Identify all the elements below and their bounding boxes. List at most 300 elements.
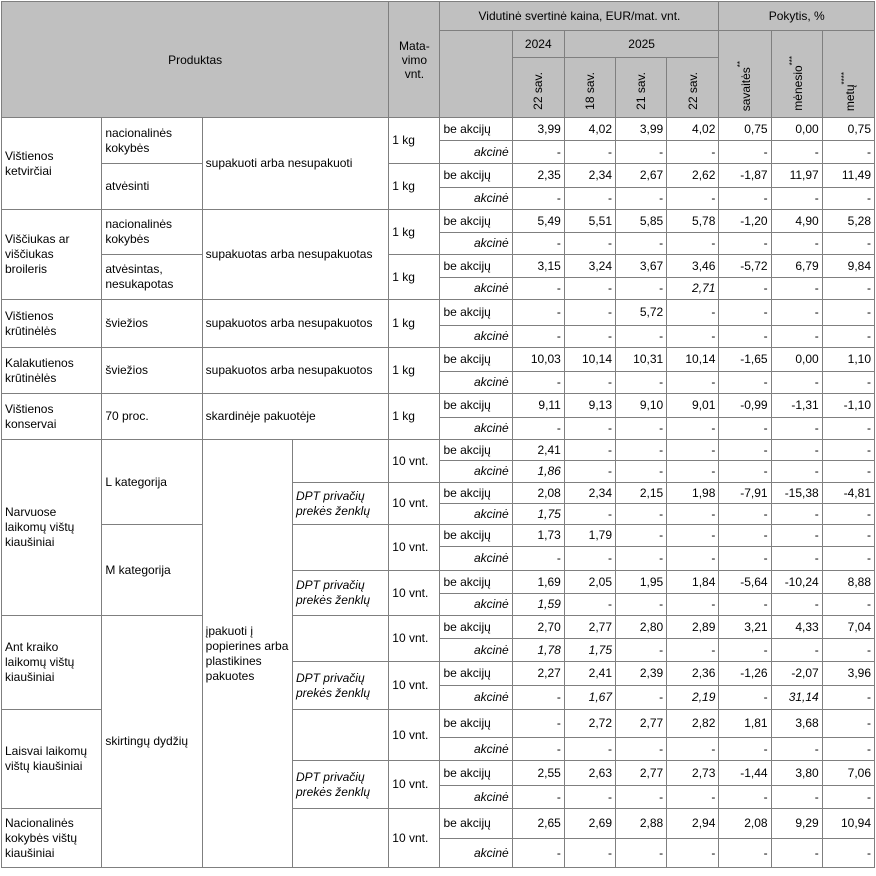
value-cell: 3,67 bbox=[616, 255, 667, 278]
product-packaging: įpakuoti į popierines arba plastikines pakuotes bbox=[202, 440, 292, 868]
product-subtype: šviežios bbox=[102, 348, 202, 394]
product-subtype: atvėsinti bbox=[102, 164, 202, 210]
value-cell: - bbox=[822, 326, 874, 348]
value-cell: - bbox=[719, 504, 771, 525]
value-cell: - bbox=[771, 504, 822, 525]
value-cell: - bbox=[512, 839, 564, 868]
unit: 10 vnt. bbox=[389, 662, 440, 710]
product-name: Vištienos ketvirčiai bbox=[2, 118, 102, 210]
private-label-blank bbox=[292, 616, 388, 662]
value-cell: 1,67 bbox=[564, 686, 615, 710]
value-cell: - bbox=[719, 418, 771, 440]
value-cell: - bbox=[616, 839, 667, 868]
value-cell: - bbox=[667, 547, 719, 571]
value-cell: -5,64 bbox=[719, 571, 771, 594]
value-cell: 6,79 bbox=[771, 255, 822, 278]
value-cell: 3,46 bbox=[667, 255, 719, 278]
value-cell: - bbox=[719, 278, 771, 300]
value-cell: - bbox=[667, 504, 719, 525]
value-cell: 9,84 bbox=[822, 255, 874, 278]
price-type: akcinė bbox=[440, 233, 512, 255]
price-type: akcinė bbox=[440, 547, 512, 571]
value-cell: - bbox=[719, 686, 771, 710]
value-cell: 2,80 bbox=[616, 616, 667, 639]
private-label-blank bbox=[292, 710, 388, 761]
value-cell: 11,97 bbox=[771, 164, 822, 188]
value-cell: - bbox=[616, 233, 667, 255]
value-cell: - bbox=[564, 141, 615, 164]
value-cell: 3,99 bbox=[512, 118, 564, 141]
value-cell: - bbox=[822, 504, 874, 525]
value-cell: 3,96 bbox=[822, 662, 874, 686]
value-cell: - bbox=[667, 440, 719, 461]
value-cell: 10,14 bbox=[667, 348, 719, 372]
value-cell: - bbox=[822, 738, 874, 761]
product-packaging: supakuotas arba nesupakuotas bbox=[202, 210, 389, 300]
value-cell: 3,99 bbox=[616, 118, 667, 141]
price-type: be akcijų bbox=[440, 300, 512, 326]
header-vidutine: Vidutinė svertinė kaina, EUR/mat. vnt. bbox=[440, 2, 719, 31]
price-type: akcinė bbox=[440, 594, 512, 616]
value-cell: 1,73 bbox=[512, 525, 564, 547]
value-cell: -1,10 bbox=[822, 394, 874, 418]
value-cell: - bbox=[616, 418, 667, 440]
value-cell: 2,08 bbox=[719, 809, 771, 839]
value-cell: - bbox=[822, 525, 874, 547]
private-label: DPT privačių prekės ženklų bbox=[292, 662, 388, 710]
value-cell: - bbox=[512, 141, 564, 164]
value-cell: - bbox=[719, 300, 771, 326]
value-cell: - bbox=[771, 839, 822, 868]
value-cell: 2,15 bbox=[616, 483, 667, 504]
value-cell: -10,24 bbox=[771, 571, 822, 594]
unit: 10 vnt. bbox=[389, 440, 440, 483]
value-cell: - bbox=[512, 300, 564, 326]
value-cell: - bbox=[564, 786, 615, 809]
value-cell: -0,99 bbox=[719, 394, 771, 418]
product-subtype: L kategorija bbox=[102, 440, 202, 525]
value-cell: - bbox=[616, 461, 667, 483]
value-cell: -1,87 bbox=[719, 164, 771, 188]
unit: 10 vnt. bbox=[389, 483, 440, 525]
price-type: akcinė bbox=[440, 372, 512, 394]
price-type: akcinė bbox=[440, 738, 512, 761]
value-cell: 1,95 bbox=[616, 571, 667, 594]
value-cell: - bbox=[667, 839, 719, 868]
value-cell: 5,49 bbox=[512, 210, 564, 233]
header-week-2024-22: 22 sav. bbox=[512, 57, 564, 117]
value-cell: 10,03 bbox=[512, 348, 564, 372]
value-cell: 1,59 bbox=[512, 594, 564, 616]
value-cell: - bbox=[564, 372, 615, 394]
price-type: akcinė bbox=[440, 839, 512, 868]
value-cell: - bbox=[616, 594, 667, 616]
value-cell: - bbox=[512, 372, 564, 394]
value-cell: - bbox=[719, 188, 771, 210]
value-cell: - bbox=[667, 594, 719, 616]
value-cell: - bbox=[667, 188, 719, 210]
header-change-week: savaitės** bbox=[719, 31, 771, 118]
value-cell: - bbox=[822, 300, 874, 326]
value-cell: - bbox=[822, 141, 874, 164]
value-cell: 10,94 bbox=[822, 809, 874, 839]
value-cell: 11,49 bbox=[822, 164, 874, 188]
value-cell: 1,84 bbox=[667, 571, 719, 594]
value-cell: 2,73 bbox=[667, 761, 719, 786]
value-cell: - bbox=[822, 547, 874, 571]
value-cell: - bbox=[667, 372, 719, 394]
value-cell: 2,05 bbox=[564, 571, 615, 594]
value-cell: - bbox=[512, 738, 564, 761]
value-cell: 2,19 bbox=[667, 686, 719, 710]
value-cell: - bbox=[719, 525, 771, 547]
product-subtype: skirtingų dydžių bbox=[102, 616, 202, 868]
value-cell: - bbox=[667, 639, 719, 662]
value-cell: - bbox=[564, 738, 615, 761]
value-cell: - bbox=[564, 839, 615, 868]
value-cell: -1,65 bbox=[719, 348, 771, 372]
price-type: be akcijų bbox=[440, 210, 512, 233]
value-cell: 2,62 bbox=[667, 164, 719, 188]
value-cell: 5,72 bbox=[616, 300, 667, 326]
value-cell: 1,75 bbox=[564, 639, 615, 662]
value-cell: 4,33 bbox=[771, 616, 822, 639]
price-type: be akcijų bbox=[440, 710, 512, 738]
value-cell: - bbox=[667, 418, 719, 440]
price-table bbox=[1, 1, 875, 868]
value-cell: - bbox=[771, 418, 822, 440]
value-cell: -1,44 bbox=[719, 761, 771, 786]
price-type: be akcijų bbox=[440, 118, 512, 141]
value-cell: 2,27 bbox=[512, 662, 564, 686]
value-cell: - bbox=[822, 440, 874, 461]
value-cell: - bbox=[564, 547, 615, 571]
value-cell: - bbox=[667, 786, 719, 809]
value-cell: 2,70 bbox=[512, 616, 564, 639]
value-cell: - bbox=[771, 326, 822, 348]
value-cell: - bbox=[771, 188, 822, 210]
price-type: be akcijų bbox=[440, 164, 512, 188]
value-cell: - bbox=[564, 594, 615, 616]
price-type: akcinė bbox=[440, 686, 512, 710]
header-matavimo: Mata- vimo vnt. bbox=[389, 2, 440, 118]
header-week-2025-18: 18 sav. bbox=[564, 57, 615, 117]
value-cell: 9,11 bbox=[512, 394, 564, 418]
value-cell: 0,00 bbox=[771, 348, 822, 372]
value-cell: - bbox=[771, 440, 822, 461]
value-cell: - bbox=[512, 326, 564, 348]
value-cell: - bbox=[719, 738, 771, 761]
value-cell: -15,38 bbox=[771, 483, 822, 504]
price-type: be akcijų bbox=[440, 616, 512, 639]
value-cell: - bbox=[822, 686, 874, 710]
value-cell: - bbox=[719, 141, 771, 164]
private-label-blank bbox=[292, 809, 388, 868]
value-cell: - bbox=[667, 326, 719, 348]
value-cell: 4,02 bbox=[564, 118, 615, 141]
value-cell: 1,79 bbox=[564, 525, 615, 547]
value-cell: 8,88 bbox=[822, 571, 874, 594]
product-name: Nacionalinės kokybės vištų kiaušiniai bbox=[2, 809, 102, 868]
value-cell: 4,90 bbox=[771, 210, 822, 233]
value-cell: - bbox=[667, 300, 719, 326]
value-cell: 2,88 bbox=[616, 809, 667, 839]
unit: 1 kg bbox=[389, 348, 440, 394]
value-cell: 2,82 bbox=[667, 710, 719, 738]
price-type: akcinė bbox=[440, 141, 512, 164]
value-cell: - bbox=[822, 839, 874, 868]
value-cell: - bbox=[564, 440, 615, 461]
unit: 10 vnt. bbox=[389, 616, 440, 662]
value-cell: -1,31 bbox=[771, 394, 822, 418]
value-cell: - bbox=[616, 738, 667, 761]
private-label: DPT privačių prekės ženklų bbox=[292, 761, 388, 809]
price-type: be akcijų bbox=[440, 348, 512, 372]
price-type: be akcijų bbox=[440, 761, 512, 786]
value-cell: 1,69 bbox=[512, 571, 564, 594]
private-label: DPT privačių prekės ženklų bbox=[292, 483, 388, 525]
value-cell: - bbox=[771, 233, 822, 255]
value-cell: - bbox=[564, 233, 615, 255]
value-cell: - bbox=[719, 326, 771, 348]
price-type: be akcijų bbox=[440, 483, 512, 504]
product-subtype: 70 proc. bbox=[102, 394, 202, 440]
unit: 1 kg bbox=[389, 255, 440, 300]
value-cell: - bbox=[771, 525, 822, 547]
value-cell: - bbox=[616, 525, 667, 547]
value-cell: - bbox=[771, 594, 822, 616]
value-cell: - bbox=[564, 278, 615, 300]
value-cell: - bbox=[822, 372, 874, 394]
value-cell: 7,04 bbox=[822, 616, 874, 639]
value-cell: - bbox=[771, 372, 822, 394]
value-cell: - bbox=[667, 141, 719, 164]
value-cell: 1,86 bbox=[512, 461, 564, 483]
unit: 1 kg bbox=[389, 118, 440, 164]
value-cell: - bbox=[667, 233, 719, 255]
value-cell: -7,91 bbox=[719, 483, 771, 504]
value-cell: - bbox=[616, 504, 667, 525]
value-cell: - bbox=[719, 639, 771, 662]
value-cell: 5,28 bbox=[822, 210, 874, 233]
value-cell: 2,65 bbox=[512, 809, 564, 839]
value-cell: - bbox=[616, 141, 667, 164]
price-type: akcinė bbox=[440, 504, 512, 525]
value-cell: - bbox=[822, 188, 874, 210]
value-cell: - bbox=[564, 188, 615, 210]
value-cell: - bbox=[512, 710, 564, 738]
header-year-2025: 2025 bbox=[564, 31, 719, 58]
value-cell: 2,35 bbox=[512, 164, 564, 188]
value-cell: - bbox=[719, 547, 771, 571]
value-cell: - bbox=[771, 738, 822, 761]
product-name: Viščiukas ar viščiukas broileris bbox=[2, 210, 102, 300]
value-cell: - bbox=[822, 786, 874, 809]
value-cell: - bbox=[719, 786, 771, 809]
product-subtype: atvėsintas, nesukapotas bbox=[102, 255, 202, 300]
header-week-2025-21: 21 sav. bbox=[616, 57, 667, 117]
value-cell: - bbox=[719, 461, 771, 483]
value-cell: 10,14 bbox=[564, 348, 615, 372]
product-subtype: šviežios bbox=[102, 300, 202, 348]
value-cell: 5,78 bbox=[667, 210, 719, 233]
value-cell: 0,75 bbox=[719, 118, 771, 141]
value-cell: 2,63 bbox=[564, 761, 615, 786]
value-cell: - bbox=[667, 738, 719, 761]
value-cell: 3,24 bbox=[564, 255, 615, 278]
value-cell: 1,75 bbox=[512, 504, 564, 525]
product-name: Ant kraiko laikomų vištų kiaušiniai bbox=[2, 616, 102, 710]
value-cell: - bbox=[564, 300, 615, 326]
value-cell: - bbox=[512, 547, 564, 571]
value-cell: - bbox=[616, 326, 667, 348]
value-cell: - bbox=[822, 461, 874, 483]
product-name: Narvuose laikomų vištų kiaušiniai bbox=[2, 440, 102, 616]
value-cell: - bbox=[616, 440, 667, 461]
value-cell: 10,31 bbox=[616, 348, 667, 372]
value-cell: -1,26 bbox=[719, 662, 771, 686]
value-cell: 2,67 bbox=[616, 164, 667, 188]
value-cell: 1,10 bbox=[822, 348, 874, 372]
unit: 1 kg bbox=[389, 300, 440, 348]
value-cell: - bbox=[719, 440, 771, 461]
value-cell: - bbox=[564, 461, 615, 483]
value-cell: 2,94 bbox=[667, 809, 719, 839]
price-type: be akcijų bbox=[440, 662, 512, 686]
value-cell: 2,69 bbox=[564, 809, 615, 839]
value-cell: 2,55 bbox=[512, 761, 564, 786]
value-cell: - bbox=[616, 372, 667, 394]
product-name: Vištienos krūtinėlės bbox=[2, 300, 102, 348]
product-name: Laisvai laikomų vištų kiaušiniai bbox=[2, 710, 102, 809]
value-cell: - bbox=[512, 686, 564, 710]
price-type: akcinė bbox=[440, 461, 512, 483]
header-year-2024: 2024 bbox=[512, 31, 564, 58]
value-cell: - bbox=[822, 710, 874, 738]
value-cell: - bbox=[771, 461, 822, 483]
value-cell: - bbox=[771, 786, 822, 809]
value-cell: 0,00 bbox=[771, 118, 822, 141]
product-packaging: supakuoti arba nesupakuoti bbox=[202, 118, 389, 210]
unit: 10 vnt. bbox=[389, 525, 440, 571]
value-cell: 1,98 bbox=[667, 483, 719, 504]
unit: 10 vnt. bbox=[389, 710, 440, 761]
header-change-month: mėnesio*** bbox=[771, 31, 822, 118]
value-cell: 1,78 bbox=[512, 639, 564, 662]
value-cell: 9,13 bbox=[564, 394, 615, 418]
price-type: akcinė bbox=[440, 418, 512, 440]
value-cell: - bbox=[512, 278, 564, 300]
value-cell: - bbox=[719, 594, 771, 616]
value-cell: 1,81 bbox=[719, 710, 771, 738]
value-cell: 2,77 bbox=[564, 616, 615, 639]
header-week-2025-22: 22 sav. bbox=[667, 57, 719, 117]
value-cell: 2,36 bbox=[667, 662, 719, 686]
value-cell: - bbox=[616, 188, 667, 210]
value-cell: 3,80 bbox=[771, 761, 822, 786]
price-type: be akcijų bbox=[440, 525, 512, 547]
product-packaging: supakuotos arba nesupakuotos bbox=[202, 300, 389, 348]
product-name: Vištienos konservai bbox=[2, 394, 102, 440]
product-packaging: skardinėje pakuotėje bbox=[202, 394, 389, 440]
value-cell: - bbox=[719, 233, 771, 255]
price-type: be akcijų bbox=[440, 394, 512, 418]
value-cell: - bbox=[822, 278, 874, 300]
value-cell: - bbox=[822, 233, 874, 255]
value-cell: 2,41 bbox=[512, 440, 564, 461]
value-cell: - bbox=[822, 594, 874, 616]
value-cell: - bbox=[564, 326, 615, 348]
value-cell: - bbox=[564, 418, 615, 440]
value-cell: 2,39 bbox=[616, 662, 667, 686]
price-type: be akcijų bbox=[440, 809, 512, 839]
value-cell: - bbox=[616, 639, 667, 662]
unit: 10 vnt. bbox=[389, 571, 440, 616]
value-cell: - bbox=[771, 141, 822, 164]
value-cell: - bbox=[564, 504, 615, 525]
header-change-year: metų**** bbox=[822, 31, 874, 118]
value-cell: - bbox=[616, 786, 667, 809]
header-blank bbox=[440, 31, 512, 118]
value-cell: 2,08 bbox=[512, 483, 564, 504]
private-label-blank bbox=[292, 440, 388, 483]
unit: 1 kg bbox=[389, 210, 440, 255]
value-cell: 3,15 bbox=[512, 255, 564, 278]
price-type: be akcijų bbox=[440, 571, 512, 594]
value-cell: -5,72 bbox=[719, 255, 771, 278]
product-packaging: supakuotos arba nesupakuotos bbox=[202, 348, 389, 394]
private-label-blank bbox=[292, 525, 388, 571]
unit: 10 vnt. bbox=[389, 761, 440, 809]
header-produktas: Produktas bbox=[2, 2, 389, 118]
value-cell: - bbox=[512, 786, 564, 809]
value-cell: - bbox=[771, 300, 822, 326]
value-cell: 4,02 bbox=[667, 118, 719, 141]
value-cell: - bbox=[616, 547, 667, 571]
value-cell: - bbox=[771, 547, 822, 571]
price-type: akcinė bbox=[440, 188, 512, 210]
product-subtype: M kategorija bbox=[102, 525, 202, 616]
value-cell: 9,10 bbox=[616, 394, 667, 418]
value-cell: - bbox=[667, 461, 719, 483]
value-cell: 3,68 bbox=[771, 710, 822, 738]
value-cell: 7,06 bbox=[822, 761, 874, 786]
value-cell: 2,77 bbox=[616, 761, 667, 786]
value-cell: - bbox=[667, 525, 719, 547]
value-cell: -1,20 bbox=[719, 210, 771, 233]
value-cell: - bbox=[822, 639, 874, 662]
value-cell: - bbox=[512, 233, 564, 255]
value-cell: 9,29 bbox=[771, 809, 822, 839]
product-subtype: nacionalinės kokybės bbox=[102, 210, 202, 255]
value-cell: 2,71 bbox=[667, 278, 719, 300]
value-cell: 5,51 bbox=[564, 210, 615, 233]
value-cell: -2,07 bbox=[771, 662, 822, 686]
unit: 1 kg bbox=[389, 394, 440, 440]
price-type: akcinė bbox=[440, 786, 512, 809]
price-type: be akcijų bbox=[440, 255, 512, 278]
private-label: DPT privačių prekės ženklų bbox=[292, 571, 388, 616]
value-cell: 2,77 bbox=[616, 710, 667, 738]
price-type: akcinė bbox=[440, 278, 512, 300]
unit: 1 kg bbox=[389, 164, 440, 210]
product-subtype: nacionalinės kokybės bbox=[102, 118, 202, 164]
value-cell: 2,72 bbox=[564, 710, 615, 738]
value-cell: - bbox=[822, 418, 874, 440]
value-cell: 3,21 bbox=[719, 616, 771, 639]
value-cell: - bbox=[719, 372, 771, 394]
value-cell: 2,34 bbox=[564, 164, 615, 188]
